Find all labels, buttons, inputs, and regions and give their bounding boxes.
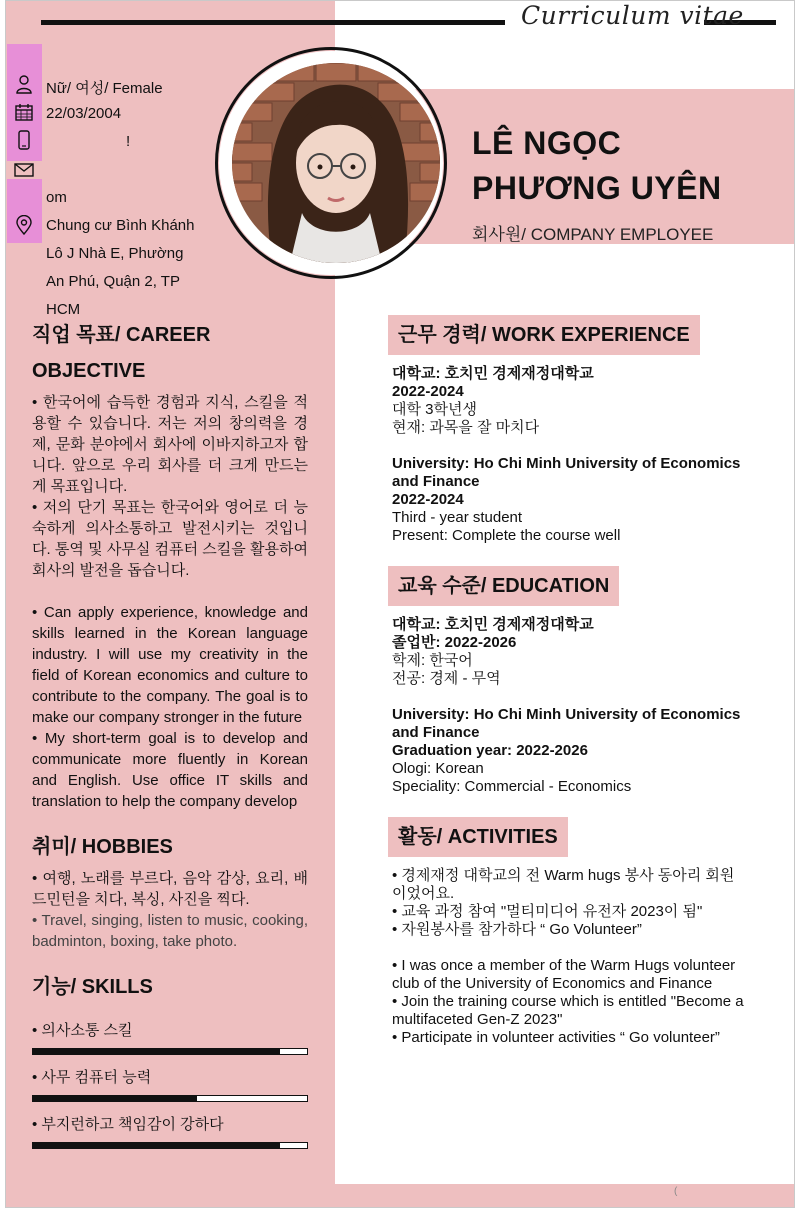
address-line: HCM <box>46 301 81 318</box>
address-line: Chung cư Bình Khánh <box>46 217 195 234</box>
skill-bar <box>32 1142 308 1149</box>
work-en-detail: Present: Complete the course well <box>392 527 621 544</box>
activity-kr: • 교육 과정 참여 "멀티미디어 유전자 2023이 됨" <box>392 903 703 920</box>
skill-bar-fill <box>33 1143 280 1148</box>
edu-en-grad: Graduation year: 2022-2026 <box>392 742 588 759</box>
work-kr-detail: 현재: 과목을 잘 마치다 <box>392 419 540 436</box>
edu-en-major: Speciality: Commercial - Economics <box>392 778 632 795</box>
envelope-icon <box>14 160 34 180</box>
career-korean-2: • 저의 단기 목표는 한국어와 영어로 더 능숙하게 의사소통하고 발전시키는 것입니다. 통역 및 사무실 컴퓨터 스킬을 활용하여 회사의 발전을 돕습니다. <box>32 499 308 579</box>
career-korean-1: • 한국어에 습득한 경험과 지식, 스킬을 적용할 수 있습니다. 저는 저의 창의력을 경제, 문화 분야에서 회사에 이바지하고자 합니다. 앞으로 우리 회사를 더 크게 만드는 게 목표입니다. <box>32 394 308 495</box>
name-first-line: LÊ NGỌC <box>472 125 622 161</box>
gender-text: Nữ/ 여성/ Female <box>46 80 163 97</box>
edu-en-school: University: Ho Chi Minh University of Economics <box>392 706 741 723</box>
header-rule-left <box>41 20 505 25</box>
career-heading: 직업 목표/ CAREER <box>32 324 211 346</box>
activity-en-cont: multifaceted Gen-Z 2023" <box>392 1011 563 1028</box>
skills-heading: 기능/ SKILLS <box>32 976 153 998</box>
address-icon-panel <box>7 179 42 243</box>
work-en-years: 2022-2024 <box>392 491 464 508</box>
work-kr-school: 대학교: 호치민 경제재정대학교 <box>392 365 594 382</box>
edu-kr-major: 학제: 한국어 <box>392 652 473 669</box>
work-en-school-cont: and Finance <box>392 473 480 490</box>
name-second-line: PHƯƠNG UYÊN <box>472 170 722 206</box>
cv-title: Curriculum vitae <box>521 1 744 30</box>
job-title: 회사원/ COMPANY EMPLOYEE <box>472 225 714 244</box>
profile-photo <box>232 63 440 263</box>
phone-text: ! <box>126 133 131 150</box>
activity-en: • I was once a member of the Warm Hugs volunteer <box>392 957 736 974</box>
education-heading: 교육 수준/ EDUCATION <box>388 566 619 606</box>
activity-en: • Participate in volunteer activities “ Go volunteer” <box>392 1029 720 1046</box>
work-kr-detail: 대학 3학년생 <box>392 401 477 418</box>
resume-page <box>5 0 795 1208</box>
footer-mark: ( <box>674 1186 678 1197</box>
activity-kr: • 경제재정 대학교의 전 Warm hugs 봉사 동아리 회원 <box>392 867 735 884</box>
career-english-2: • My short-term goal is to develop and communicate more fluently in Korean and English. Use office IT skills and translation to help the company develop <box>32 730 308 810</box>
address-line: Lô J Nhà E, Phường <box>46 245 184 262</box>
activities-heading: 활동/ ACTIVITIES <box>388 817 568 857</box>
calendar-icon <box>14 102 34 122</box>
work-kr-years: 2022-2024 <box>392 383 464 400</box>
email-text: om <box>46 189 67 206</box>
skill-bar <box>32 1095 308 1102</box>
edu-kr-grad: 졸업반: 2022-2026 <box>392 634 517 651</box>
work-en-school: University: Ho Chi Minh University of Economics <box>392 455 741 472</box>
skill-bar <box>32 1048 308 1055</box>
phone-icon <box>14 130 34 150</box>
skill-bar-fill <box>33 1096 197 1101</box>
hobbies-korean: • 여행, 노래를 부르다, 음악 감상, 요리, 배드민턴을 치다, 복싱, 사진을 찍다. <box>32 870 308 908</box>
person-icon <box>14 74 34 94</box>
hobbies-english: • Travel, singing, listen to music, cooking, badminton, boxing, take photo. <box>32 912 308 950</box>
edu-kr-major: 전공: 경제 - 무역 <box>392 670 501 687</box>
skill-label: • 사무 컴퓨터 능력 <box>32 1069 152 1086</box>
location-pin-icon <box>14 215 34 235</box>
career-english-1: • Can apply experience, knowledge and skills learned in the Korean language industry. I will use my creativity in the field of Korean economics and culture to contribute to the company. The goal is to make our company stronger in the future <box>32 604 308 726</box>
activity-kr: • 자원봉사를 참가하다 “ Go Volunteer” <box>392 921 642 938</box>
address-line: An Phú, Quận 2, TP <box>46 273 180 290</box>
contact-icons-panel <box>7 44 42 161</box>
work-heading: 근무 경력/ WORK EXPERIENCE <box>388 315 700 355</box>
career-heading-cont: OBJECTIVE <box>32 360 146 382</box>
edu-en-major: Ologi: Korean <box>392 760 484 777</box>
skill-label: • 의사소통 스킬 <box>32 1022 133 1039</box>
edu-kr-school: 대학교: 호치민 경제재정대학교 <box>392 616 594 633</box>
birthdate-text: 22/03/2004 <box>46 105 122 122</box>
activity-kr-cont: 이었어요. <box>392 885 455 902</box>
hobbies-heading: 취미/ HOBBIES <box>32 836 173 858</box>
work-en-detail: Third - year student <box>392 509 523 526</box>
edu-en-school-cont: and Finance <box>392 724 480 741</box>
activity-en: • Join the training course which is entitled "Become a <box>392 993 744 1010</box>
skill-label: • 부지런하고 책임감이 강하다 <box>32 1116 224 1133</box>
skill-bar-fill <box>33 1049 280 1054</box>
activity-en-cont: club of the University of Economics and Finance <box>392 975 713 992</box>
